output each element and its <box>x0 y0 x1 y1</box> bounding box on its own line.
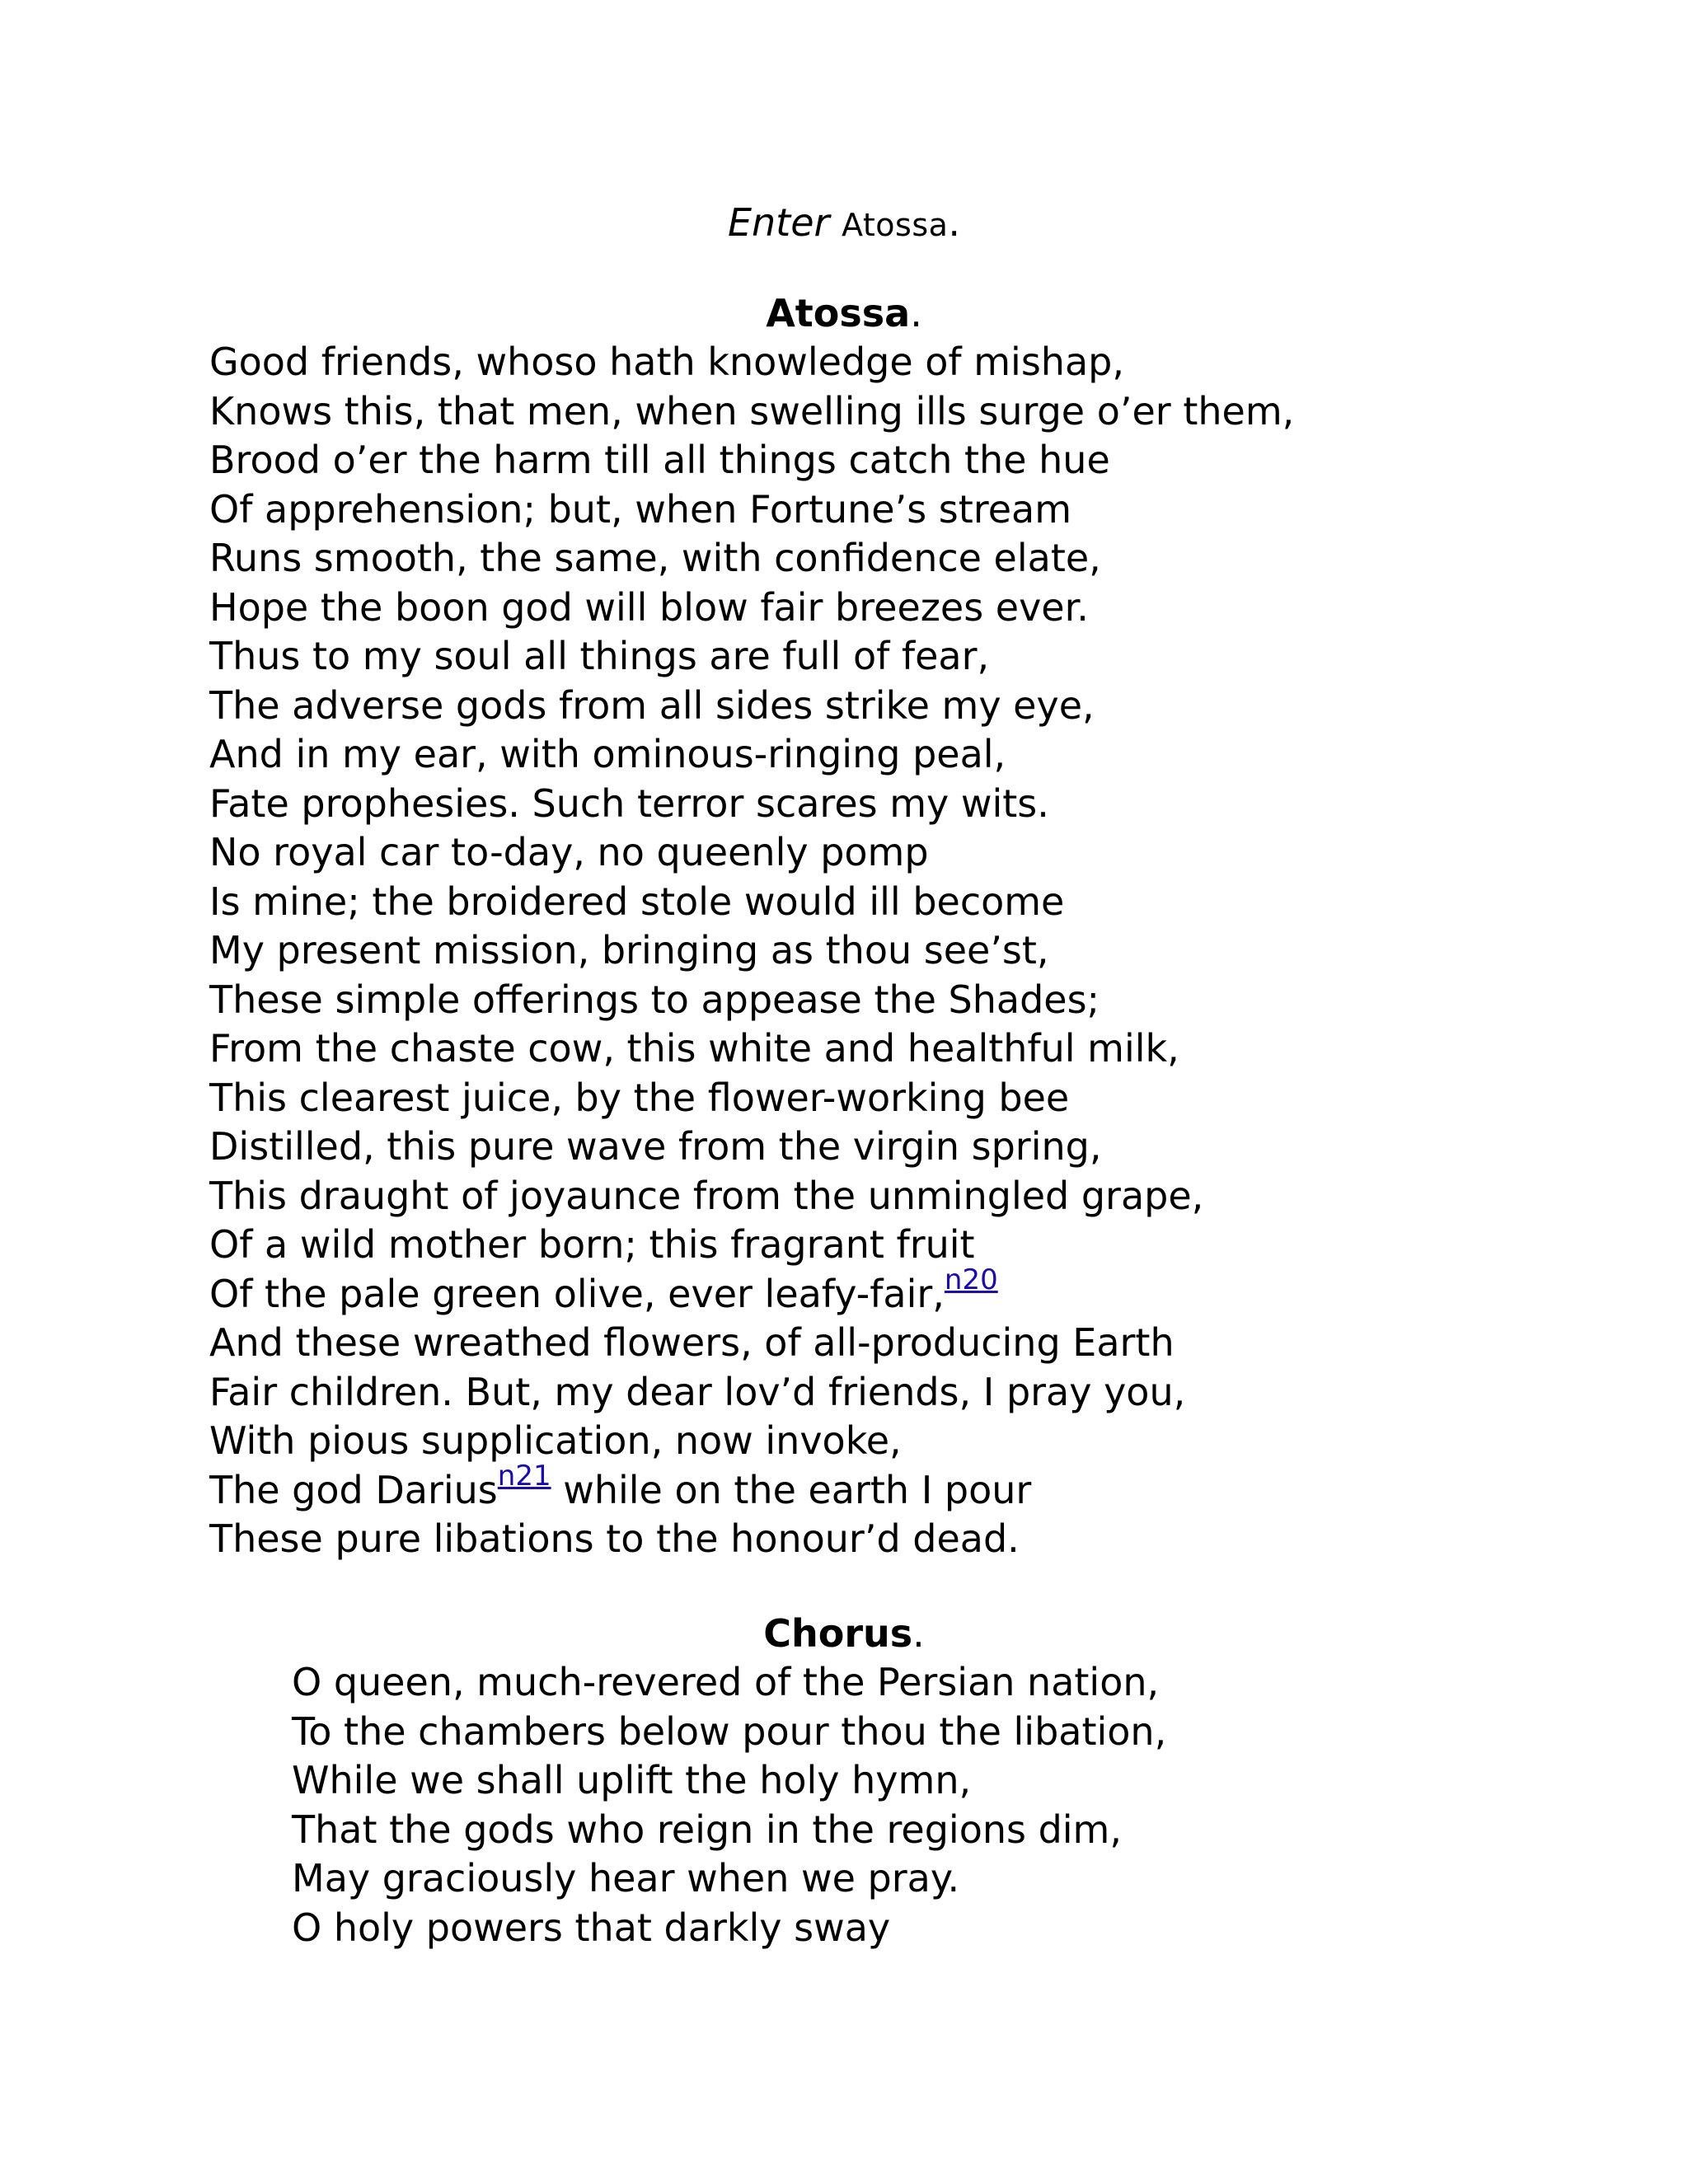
verse-line <box>209 1319 1294 1368</box>
verse-line-text: This clearest juice, by the flower-working bee <box>209 1075 1070 1120</box>
verse-line-text: The adverse gods from all sides strike my eye, <box>209 682 1095 728</box>
verse-line-text: That the gods who reign in the regions dim, <box>292 1807 1122 1852</box>
verse-line <box>209 926 1294 976</box>
verse-line-text: Runs smooth, the same, with confidence elate, <box>209 536 1101 580</box>
stage-direction-punct: . <box>948 200 961 245</box>
verse-line <box>209 1024 1294 1074</box>
verse-line <box>209 338 1294 387</box>
verse-line-text: These pure libations to the honour’d dead. <box>209 1516 1020 1561</box>
verse-line <box>209 1417 1294 1466</box>
speaker-name: Atossa <box>766 291 911 335</box>
stage-direction <box>0 198 1688 250</box>
verse-line <box>292 1904 1166 1953</box>
verse-line-text: The god Darius <box>209 1467 498 1512</box>
verse-line <box>292 1708 1166 1757</box>
verse-line-text: Good friends, whoso hath knowledge of mishap, <box>209 340 1124 384</box>
verse-line-text: Of the pale green olive, ever leafy-fair, <box>209 1271 945 1316</box>
verse-line <box>209 828 1294 878</box>
verse-line <box>292 1756 1166 1806</box>
stage-direction-enter: Enter <box>727 200 830 245</box>
verse-line <box>209 976 1294 1025</box>
verse-line <box>209 1263 1294 1319</box>
atossa-speech <box>209 338 1294 1564</box>
verse-line-text: While we shall uplift the holy hymn, <box>292 1758 972 1802</box>
verse-line-text: Of apprehension; but, when Fortune’s stream <box>209 486 1072 532</box>
verse-line-text: These simple offerings to appease the Shades; <box>209 977 1100 1022</box>
verse-line <box>209 1074 1294 1123</box>
verse-line-text: Brood o’er the harm till all things catch the hue <box>209 438 1110 482</box>
verse-line <box>209 1221 1294 1270</box>
verse-line-text: Hope the boon god will blow fair breezes ever. <box>209 584 1089 630</box>
verse-line-text: No royal car to-day, no queenly pomp <box>209 830 929 874</box>
verse-line-text: Fate prophesies. Such terror scares my wits. <box>209 780 1049 826</box>
verse-line <box>209 583 1294 633</box>
verse-line-text: My present mission, bringing as thou see’st, <box>209 928 1049 972</box>
verse-line <box>209 485 1294 535</box>
verse-line-text: Is mine; the broidered stole would ill become <box>209 879 1065 924</box>
verse-line <box>209 780 1294 829</box>
verse-line-text: From the chaste cow, this white and healthful milk, <box>209 1026 1179 1071</box>
verse-line-text: To the chambers below pour thou the libation, <box>292 1708 1167 1754</box>
speaker-punct: . <box>910 291 922 335</box>
verse-line-text: This draught of joyaunce from the unmingled grape, <box>209 1173 1204 1218</box>
stage-direction-character: Atossa <box>842 207 949 243</box>
chorus-speech <box>292 1658 1166 1952</box>
footnote-link-n21[interactable]: n21 <box>497 1459 551 1493</box>
speaker-punct: . <box>912 1611 925 1656</box>
verse-line <box>209 1172 1294 1221</box>
verse-line-text: Fair children. But, my dear lov’d friends, I pray you, <box>209 1369 1186 1414</box>
verse-line <box>292 1854 1166 1904</box>
verse-line-text: O queen, much-revered of the Persian nation, <box>292 1660 1160 1704</box>
verse-line-text: With pious supplication, now invoke, <box>209 1418 902 1463</box>
verse-line-text-after: while on the earth I pour <box>551 1467 1032 1512</box>
verse-line <box>209 878 1294 927</box>
footnote-link-n20[interactable]: n20 <box>944 1263 998 1296</box>
verse-line-text: Thus to my soul all things are full of fear, <box>209 634 990 678</box>
verse-line-text: Of a wild mother born; this fragrant fruit <box>209 1222 975 1267</box>
verse-line <box>292 1658 1166 1708</box>
verse-line-text: Knows this, that men, when swelling ills surge o’er them, <box>209 388 1295 434</box>
speaker-name: Chorus <box>763 1611 913 1656</box>
verse-line <box>209 1122 1294 1172</box>
verse-line <box>209 682 1294 731</box>
verse-line <box>209 632 1294 682</box>
speaker-heading-atossa <box>0 288 1688 338</box>
verse-line <box>292 1806 1166 1855</box>
verse-line <box>209 534 1294 583</box>
verse-line-text: O holy powers that darkly sway <box>292 1905 891 1950</box>
verse-line <box>209 730 1294 780</box>
verse-line-text: May graciously hear when we pray. <box>292 1856 960 1900</box>
verse-line-text: And these wreathed flowers, of all-producing Earth <box>209 1320 1175 1365</box>
verse-line <box>209 387 1294 437</box>
verse-line-text: And in my ear, with ominous-ringing peal, <box>209 732 1006 776</box>
verse-line-text: Distilled, this pure wave from the virgin spring, <box>209 1124 1102 1169</box>
verse-line <box>209 1459 1294 1516</box>
verse-line <box>209 1515 1294 1564</box>
verse-line <box>209 436 1294 485</box>
verse-line <box>209 1368 1294 1418</box>
speaker-heading-chorus <box>0 1609 1688 1658</box>
